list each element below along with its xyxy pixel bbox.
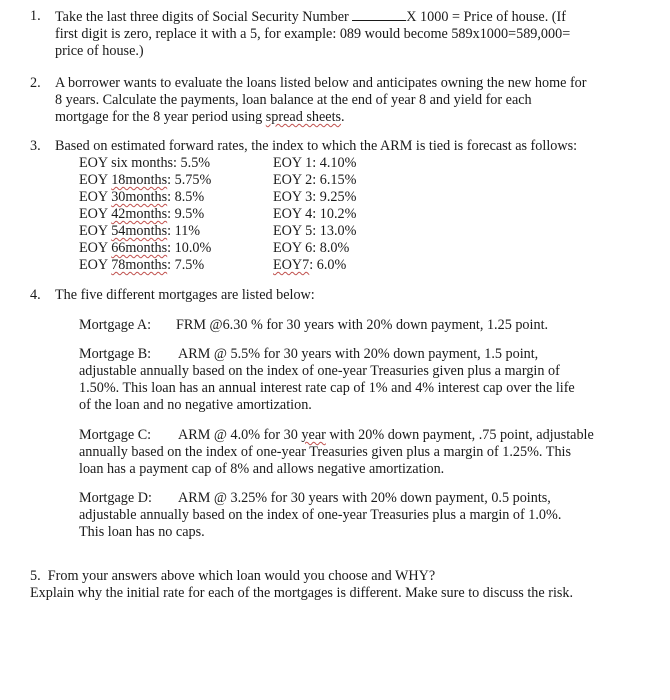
item-3-number: 3.: [30, 138, 41, 154]
item-2-line3-c: .: [341, 109, 345, 125]
mortgage-a: [79, 317, 624, 334]
item-2-line3-a: mortgage for the 8 year period using: [55, 109, 266, 125]
item-5: [30, 568, 630, 602]
eoy-left-row: EOY 30months: 8.5%: [79, 189, 205, 205]
eoy-right-row: EOY 1: 4.10%: [273, 155, 357, 171]
eoy-right-row: EOY 5: 13.0%: [273, 223, 357, 239]
item-2-line1: A borrower wants to evaluate the loans listed below and anticipates owning the new home for: [55, 75, 587, 91]
eoy-right-row: EOY 3: 9.25%: [273, 189, 357, 205]
item-4-intro: The five different mortgages are listed below:: [55, 287, 315, 303]
item-1-number: 1.: [30, 8, 41, 24]
eoy-left-row: EOY 54months: 11%: [79, 223, 201, 239]
eoy-years-column: [273, 155, 356, 274]
item-5-line1: From your answers above which loan would you choose and WHY?: [47, 568, 436, 584]
eoy-right-row: EOY 6: 8.0%: [273, 240, 350, 256]
eoy-months-column: [79, 155, 211, 274]
item-2-number: 2.: [30, 75, 41, 91]
mortgage-d: Mortgage D: ARM @ 3.25% for 30 years with 20% down payment, 0.5 points, adjustable annually based on the index of one-year Treasuries plus a margin of 1.0%. This loan has no caps.: [79, 490, 562, 540]
mortgage-a-desc: FRM @6.30 % for 30 years with 20% down payment, 1.25 point.: [176, 317, 549, 333]
item-1-line2: first digit is zero, replace it with a 5, for example: 089 would become 589x1000=589,000=: [55, 26, 571, 42]
eoy-right-row: EOY7: 6.0%: [273, 257, 347, 273]
eoy-right-row: EOY 2: 6.15%: [273, 172, 357, 188]
ssn-blank-line: [352, 8, 406, 21]
item-1-line1-a: Take the last three digits of Social Security Number: [55, 9, 349, 25]
mortgage-c-label: Mortgage C:: [79, 427, 152, 443]
mortgage-d-label: Mortgage D:: [79, 490, 152, 506]
item-3-intro: Based on estimated forward rates, the index to which the ARM is tied is forecast as follows:: [55, 138, 578, 154]
item-4-number: 4.: [30, 287, 41, 303]
item-2-text: [55, 75, 630, 126]
mortgage-b: Mortgage B: ARM @ 5.5% for 30 years with 20% down payment, 1.5 point, adjustable annually based on the index of one-year Treasuries given plus a margin of 1.50%. This loan has an annual interest rate cap of 1% and 4% interest cap over the life of the loan and no negative amortization.: [79, 346, 575, 413]
eoy-left-row: EOY 66months: 10.0%: [79, 240, 212, 256]
item-5-line2: Explain why the initial rate for each of the mortgages is different. Make sure to discuss the risk.: [30, 585, 574, 601]
eoy-left-row: EOY 42months: 9.5%: [79, 206, 205, 222]
mortgage-b-label: Mortgage B:: [79, 346, 152, 362]
mortgage-c: Mortgage C: ARM @ 4.0% for 30 year with 20% down payment, .75 point, adjustable annually based on the index of one-year Treasuries given plus a margin of 1.25%. This loan has a payment cap of 8% and allows negative amortization.: [79, 427, 594, 477]
item-1-line3: price of house.): [55, 43, 144, 59]
mortgage-a-label: Mortgage A:: [79, 317, 152, 333]
item-1-text: [55, 8, 630, 60]
item-1-line1-b: X 1000 = Price of house. (If: [406, 9, 566, 25]
eoy-right-row: EOY 4: 10.2%: [273, 206, 357, 222]
eoy-left-row: EOY 18months: 5.75%: [79, 172, 212, 188]
eoy-left-row: EOY six months: 5.5%: [79, 155, 211, 171]
item-5-number: 5.: [30, 568, 41, 584]
eoy-left-row: EOY 78months: 7.5%: [79, 257, 205, 273]
item-2-line2: 8 years. Calculate the payments, loan balance at the end of year 8 and yield for each: [55, 92, 532, 108]
spread-sheets-term: spread sheets: [265, 109, 342, 125]
